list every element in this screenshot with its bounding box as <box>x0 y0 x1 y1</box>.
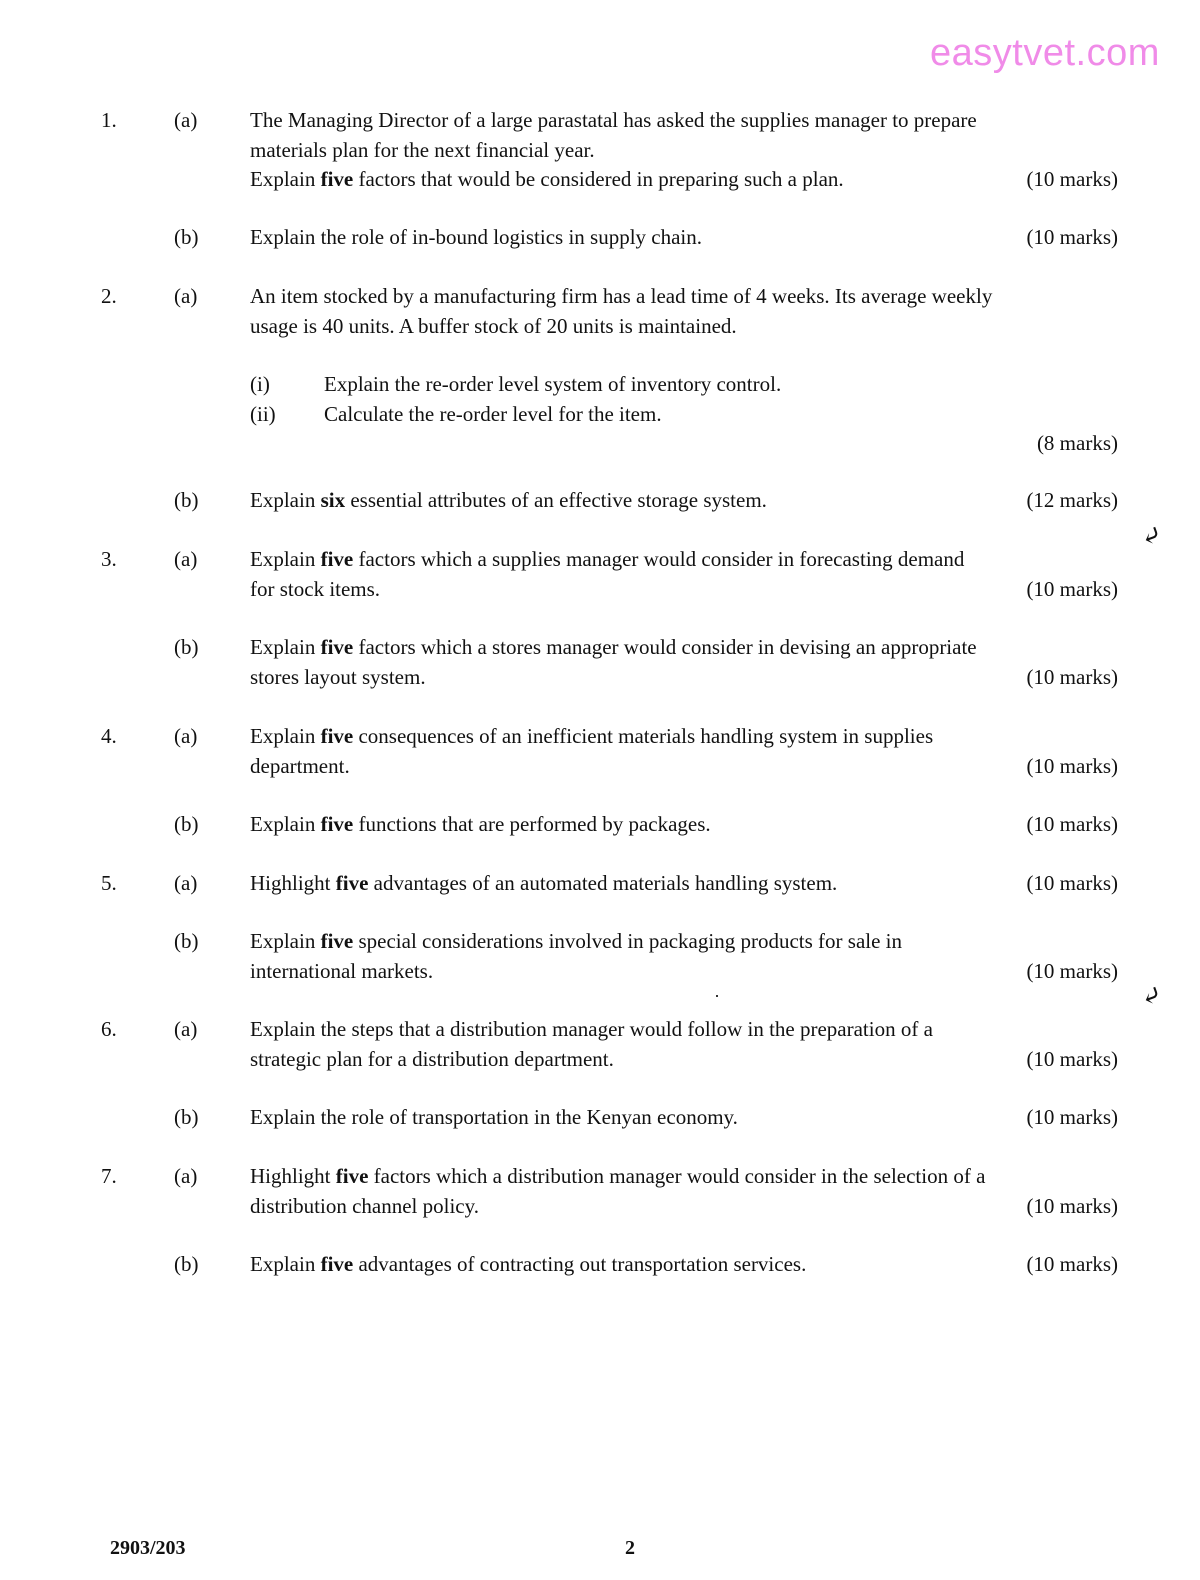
marks: (10 marks) <box>1026 958 1118 983</box>
marks: (10 marks) <box>1026 225 1118 249</box>
text-line: Highlight five factors which a distribution manager would consider in the selection of a <box>250 1164 986 1188</box>
marks: (10 marks) <box>1026 1105 1118 1129</box>
question-text <box>250 545 1118 604</box>
text-line: Explain five factors which a supplies manager would consider in forecasting demand <box>250 547 965 571</box>
marks: (10 marks) <box>1026 871 1118 895</box>
question-text: Explain five functions that are performed by packages. <box>250 812 711 836</box>
part-label: (b) <box>174 812 199 836</box>
marks: (10 marks) <box>1026 1252 1118 1276</box>
sub-question <box>250 370 1118 400</box>
question-text <box>250 106 1118 195</box>
sub-label: (ii) <box>250 401 276 426</box>
text-line: materials plan for the next financial year. <box>250 137 595 162</box>
question-text <box>250 633 1118 692</box>
turn-over-arrow-icon: ⤶ <box>1136 519 1167 554</box>
sub-label: (i) <box>250 372 270 396</box>
question-number: 6. <box>101 1017 117 1041</box>
text-line: for stock items. <box>250 576 381 601</box>
part-label: (b) <box>174 225 199 249</box>
text-line: Explain five consequences of an inefficient materials handling system in supplies <box>250 724 934 748</box>
part-label: (a) <box>174 871 198 895</box>
question-text: Explain the role of transportation in the Kenyan economy. <box>250 1105 738 1129</box>
watermark: easytvet.com <box>930 32 1160 74</box>
text-line: usage is 40 units. A buffer stock of 20 units is maintained. <box>250 313 737 338</box>
paper-code: 2903/203 <box>110 1537 186 1559</box>
marks: (10 marks) <box>1026 1046 1118 1071</box>
question-text <box>250 1015 1118 1074</box>
text-line: international markets. <box>250 958 434 983</box>
question-number: 5. <box>101 871 117 895</box>
text-line: Explain five factors which a stores manager would consider in devising an appropriate <box>250 635 977 659</box>
part-label: (a) <box>174 284 198 308</box>
marks: (10 marks) <box>1026 1193 1118 1218</box>
marks: (10 marks) <box>1026 576 1118 601</box>
marks: (10 marks) <box>1026 812 1118 836</box>
sub-text: Calculate the re-order level for the item. <box>324 401 662 426</box>
question-number: 4. <box>101 724 117 748</box>
question-text <box>250 282 1118 459</box>
text-line: Explain five special considerations involved in packaging products for sale in <box>250 929 903 953</box>
marks: (10 marks) <box>1026 664 1118 689</box>
sub-text: Explain the re-order level system of inventory control. <box>324 372 782 396</box>
part-label: (b) <box>174 929 199 953</box>
question-text: Explain five advantages of contracting out transportation services. <box>250 1252 807 1276</box>
text-line: An item stocked by a manufacturing firm has a lead time of 4 weeks. Its average weekly <box>250 284 993 308</box>
marks: (10 marks) <box>1026 753 1118 778</box>
question-number: 7. <box>101 1164 117 1188</box>
text-line: strategic plan for a distribution department. <box>250 1046 614 1071</box>
text-line: stores layout system. <box>250 664 426 689</box>
text-line: distribution channel policy. <box>250 1193 480 1218</box>
part-label: (b) <box>174 635 199 659</box>
sub-question <box>250 400 1118 430</box>
question-number: 1. <box>101 108 117 132</box>
part-label: (b) <box>174 488 199 512</box>
text-line: The Managing Director of a large parastatal has asked the supplies manager to prepare <box>250 108 977 132</box>
scan-speck <box>716 995 718 997</box>
turn-over-arrow-icon: ⤶ <box>1136 979 1167 1014</box>
question-text: Explain the role of in-bound logistics in supply chain. <box>250 225 703 249</box>
question-text: Explain six essential attributes of an effective storage system. <box>250 488 767 512</box>
part-label: (a) <box>174 1017 198 1041</box>
marks: (10 marks) <box>1026 167 1118 191</box>
question-text <box>250 1162 1118 1221</box>
marks: (8 marks) <box>1036 431 1118 455</box>
text-line: Explain five factors that would be considered in preparing such a plan. <box>250 167 844 191</box>
part-label: (a) <box>174 1164 198 1188</box>
part-label: (b) <box>174 1252 199 1276</box>
question-text <box>250 722 1118 781</box>
text-line: department. <box>250 753 350 778</box>
part-label: (b) <box>174 1105 199 1129</box>
part-label: (a) <box>174 724 198 748</box>
text-line: Explain the steps that a distribution manager would follow in the preparation of a <box>250 1017 933 1041</box>
part-label: (a) <box>174 547 198 571</box>
marks: (12 marks) <box>1026 488 1118 512</box>
question-number: 3. <box>101 547 117 571</box>
question-text <box>250 927 1118 986</box>
question-text: Highlight five advantages of an automated materials handling system. <box>250 871 838 895</box>
page-number: 2 <box>625 1537 635 1559</box>
part-label: (a) <box>174 108 198 132</box>
question-number: 2. <box>101 284 117 308</box>
